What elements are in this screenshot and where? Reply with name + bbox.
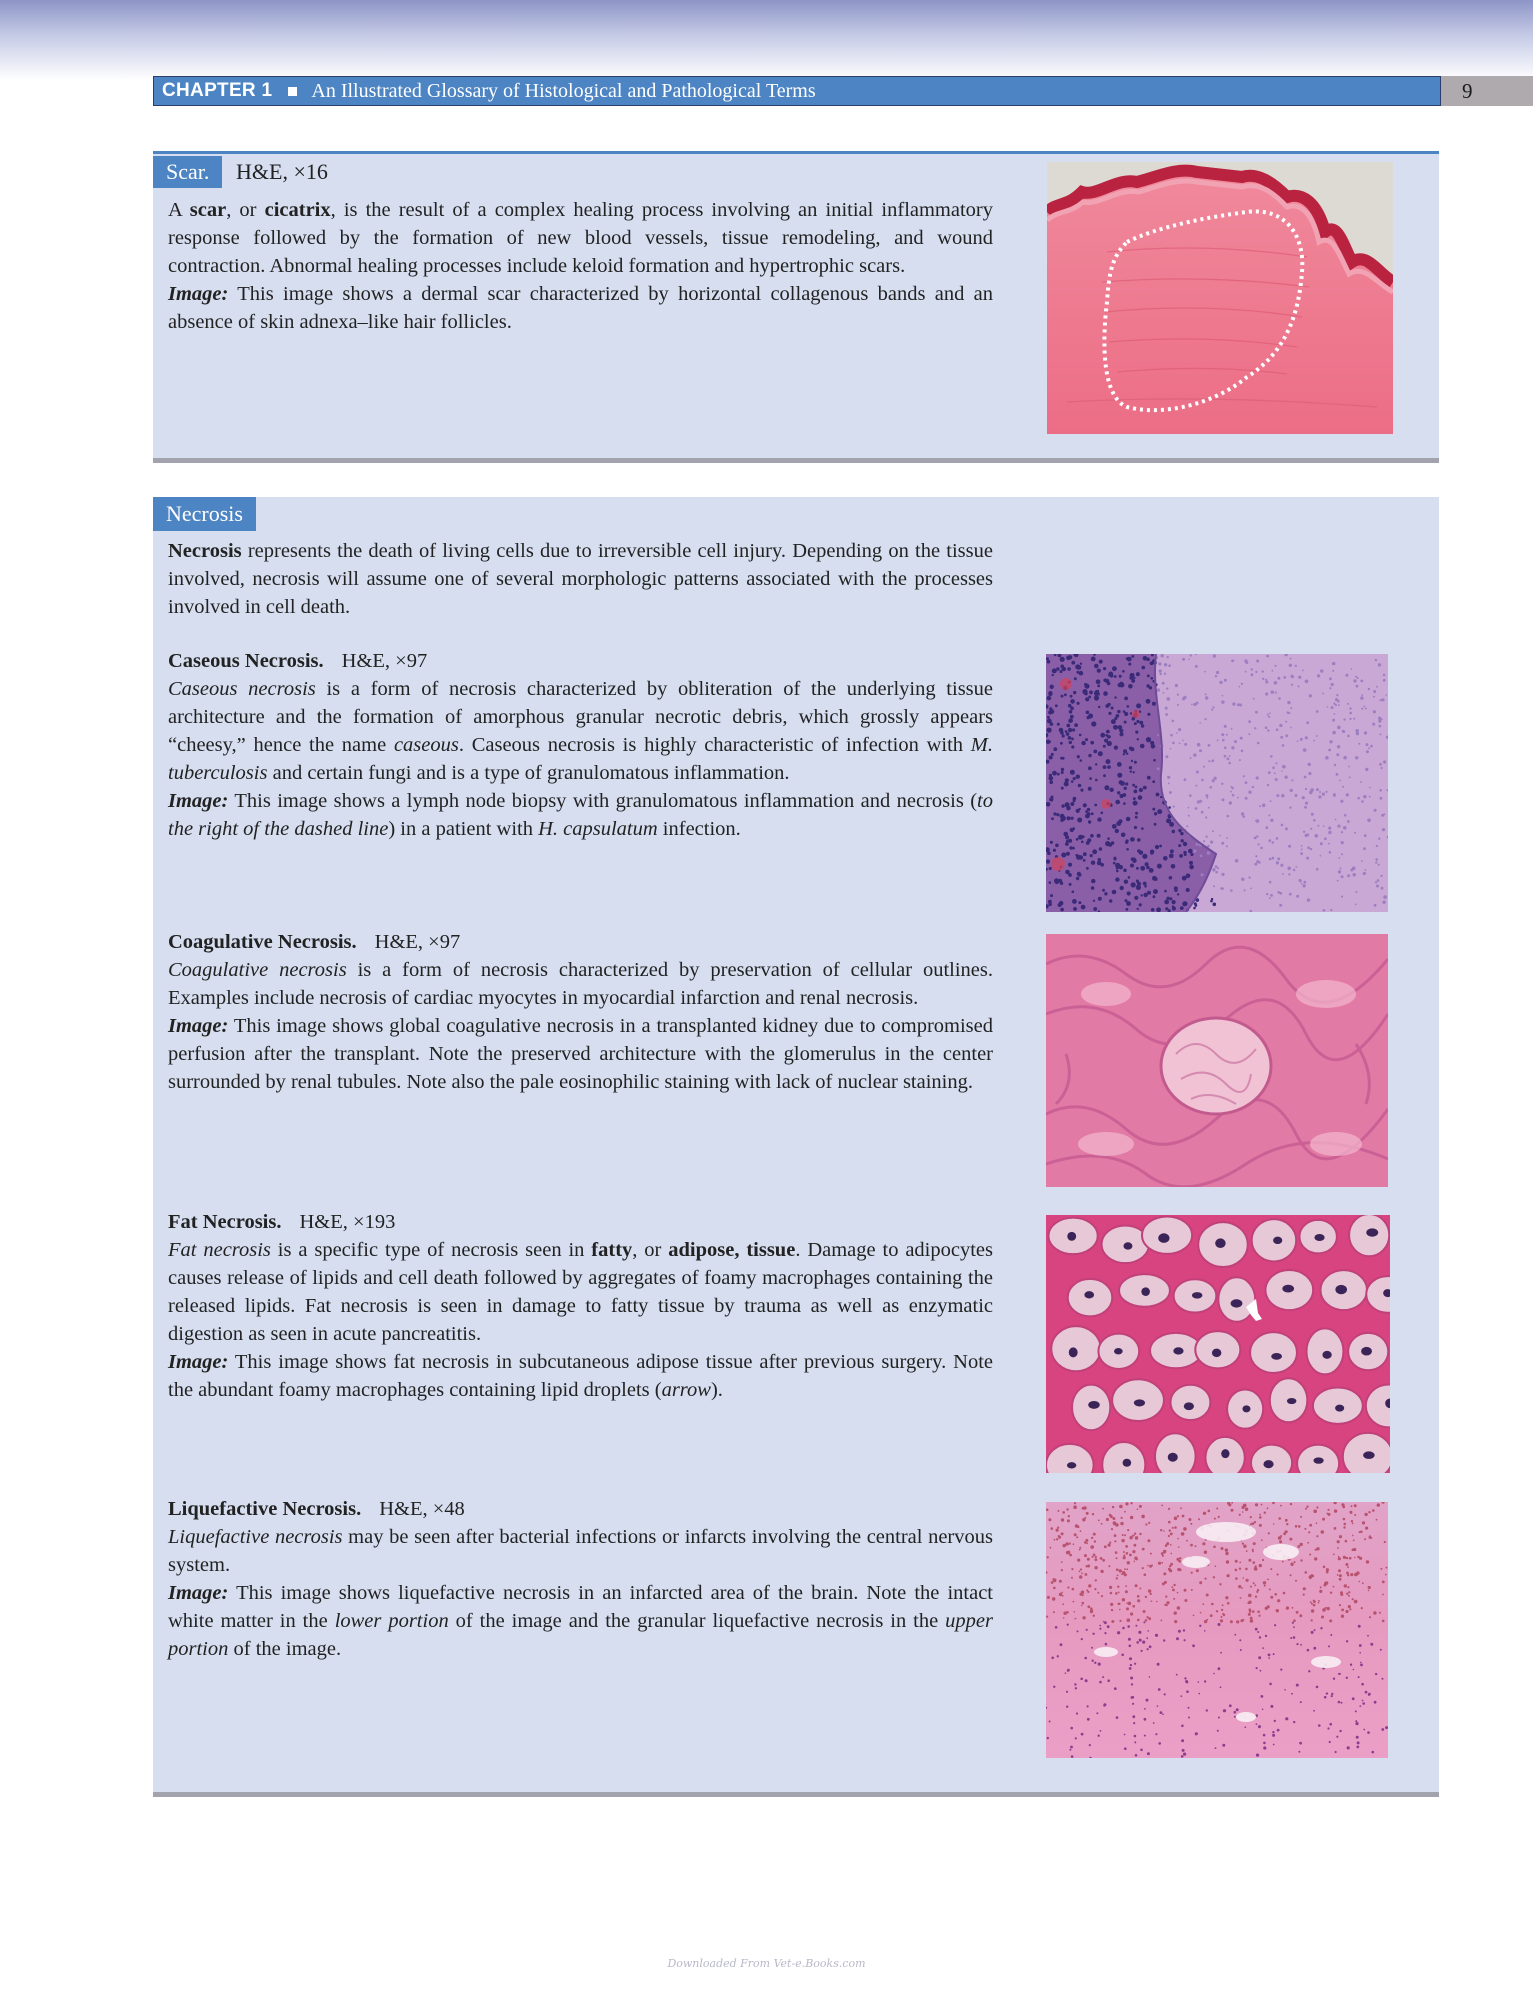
- fat-necrosis-section: [168, 1208, 993, 1404]
- chapter-title: An Illustrated Glossary of Histological and Pathological Terms: [311, 79, 816, 102]
- text-run-bold: fatty: [591, 1239, 633, 1261]
- text-run: , or: [632, 1239, 669, 1261]
- text-run-italic: to the right of the dashed line: [168, 790, 993, 840]
- text-run: and certain fungi and is a type of granulomatous inflammation.: [267, 762, 790, 784]
- caseous-definition: [168, 675, 993, 787]
- fat-definition: [168, 1236, 993, 1348]
- text-run: is a specific type of necrosis seen in: [270, 1239, 592, 1261]
- scar-text: [168, 196, 993, 336]
- top-gradient-band: [0, 0, 1533, 80]
- image-label: Image:: [168, 790, 229, 812]
- page-number: [1441, 76, 1533, 106]
- image-label: Image:: [168, 1351, 229, 1373]
- fat-image-caption: [168, 1348, 993, 1404]
- chapter-header-bar: [153, 76, 1441, 106]
- caseous-stain: H&E, ×97: [341, 650, 428, 672]
- term-coagulative-necrosis: Coagulative necrosis: [168, 959, 347, 981]
- fat-necrosis-micrograph: [1046, 1215, 1390, 1473]
- text-run: is a form of necrosis characterized by preservation of cellular outlines. Examples include necrosis of cardiac myocytes in myocardial infarction and renal necrosis.: [168, 959, 993, 1009]
- necrosis-tag: Necrosis: [153, 497, 256, 531]
- caseous-heading: Caseous Necrosis.: [168, 650, 324, 672]
- caseous-micrograph-svg: [1046, 654, 1388, 912]
- term-fat-necrosis: Fat necrosis: [168, 1239, 271, 1261]
- text-run: This image shows fat necrosis in subcutaneous adipose tissue after previous surgery. Note the abundant foamy macrophages containing lipid droplets (: [168, 1351, 993, 1401]
- text-run: is a form of necrosis characterized by obliteration of the underlying tissue architecture and the formation of amorphous granular necrotic debris, which grossly appears “cheesy,” hence the name: [168, 678, 994, 756]
- necrosis-intro-paragraph: [168, 537, 993, 621]
- coagulative-image-caption: [168, 1012, 993, 1096]
- text-run-italic: arrow: [661, 1379, 711, 1401]
- scar-micrograph: [1047, 162, 1393, 434]
- image-label: Image:: [168, 1582, 229, 1604]
- coagulative-stain: H&E, ×97: [374, 931, 461, 953]
- text-run-italic: caseous: [393, 734, 459, 756]
- text-run-italic: H. capsulatum: [538, 818, 658, 840]
- text-run: ) in a patient with: [388, 818, 539, 840]
- page-number-text: 9: [1462, 78, 1473, 103]
- coagulative-definition: [168, 956, 993, 1012]
- text-run: ).: [710, 1379, 723, 1401]
- coagulative-heading: Coagulative Necrosis.: [168, 931, 357, 953]
- coagulative-micrograph: [1046, 934, 1388, 1187]
- caseous-micrograph: [1046, 654, 1388, 912]
- term-cicatrix: cicatrix: [264, 199, 331, 221]
- text-run: of the image.: [228, 1638, 342, 1660]
- caseous-heading-line: [168, 647, 993, 675]
- text-run: represents the death of living cells due to irreversible cell injury. Depending on the tissue involved, necrosis will assume one of several morphologic patterns associated with the processes involved in cell death.: [168, 540, 993, 618]
- text-run: infection.: [657, 818, 741, 840]
- text-run: This image shows a dermal scar characterized by horizontal collagenous bands and an absence of skin adnexa–like hair follicles.: [168, 283, 993, 333]
- text-run: This image shows global coagulative necrosis in a transplanted kidney due to compromised perfusion after the transplant. Note the preserved architecture with the glomerulus in the center surrounded by renal tubules. Note also the pale eosinophilic staining with lack of nuclear staining.: [168, 1015, 993, 1093]
- term-necrosis: Necrosis: [168, 540, 242, 562]
- liquefactive-stain: H&E, ×48: [379, 1498, 465, 1520]
- liquefactive-micrograph: [1046, 1502, 1388, 1758]
- text-run: This image shows liquefactive necrosis in an infarcted area of the brain. Note the intact white matter in the: [168, 1582, 993, 1632]
- text-run: A: [168, 199, 190, 221]
- square-bullet-icon: [288, 87, 297, 96]
- chapter-label: CHAPTER 1: [162, 80, 273, 101]
- text-run-italic: lower portion: [334, 1610, 449, 1632]
- caseous-necrosis-section: [168, 647, 993, 843]
- liquefactive-image-caption: [168, 1579, 993, 1663]
- text-run: . Damage to adipocytes causes release of lipids and cell death followed by aggregates of foamy macrophages containing the released lipids. Fat necrosis is seen in damage to fatty tissue by trauma as well as enzymatic digestion as seen in acute pancreatitis.: [168, 1239, 993, 1345]
- fat-heading: Fat Necrosis.: [168, 1211, 282, 1233]
- coagulative-necrosis-section: [168, 928, 993, 1096]
- image-label: Image:: [168, 283, 229, 305]
- text-run: , is the result of a complex healing process involving an initial inflammatory response followed by the formation of new blood vessels, tissue remodeling, and wound contraction. Abnormal healing processes include keloid formation and hypertrophic scars.: [168, 199, 993, 277]
- term-caseous-necrosis: Caseous necrosis: [168, 678, 316, 700]
- fat-heading-line: [168, 1208, 993, 1236]
- text-run: . Caseous necrosis is highly characteristic of infection with: [458, 734, 971, 756]
- caseous-image-caption: [168, 787, 993, 843]
- text-run: may be seen after bacterial infections or infarcts involving the central nervous system.: [168, 1526, 993, 1576]
- text-run: of the image and the granular liquefactive necrosis in the: [448, 1610, 946, 1632]
- liquefactive-necrosis-section: [168, 1495, 993, 1663]
- liquefactive-heading: Liquefactive Necrosis.: [168, 1498, 362, 1520]
- term-liquefactive-necrosis: Liquefactive necrosis: [168, 1526, 343, 1548]
- scar-panel: [153, 151, 1439, 463]
- download-credit: Downloaded From Vet-e.Books.com: [667, 1957, 866, 1970]
- necrosis-panel: [153, 497, 1439, 1797]
- text-run-italic: M. tuberculosis: [168, 734, 993, 784]
- necrosis-intro: [168, 537, 993, 621]
- scar-definition: [168, 196, 993, 280]
- liquefactive-definition: [168, 1523, 993, 1579]
- text-run: , or: [226, 199, 265, 221]
- scar-stain: H&E, ×16: [236, 159, 328, 184]
- term-scar: scar: [189, 199, 227, 221]
- scar-tag: Scar.: [153, 156, 222, 188]
- fat-stain: H&E, ×193: [299, 1211, 396, 1233]
- text-run-bold: adipose, tissue: [668, 1239, 796, 1261]
- text-run: This image shows a lymph node biopsy with granulomatous inflammation and necrosis (: [228, 790, 978, 812]
- text-run-italic: upper portion: [168, 1610, 993, 1660]
- image-label: Image:: [168, 1015, 229, 1037]
- scar-image-caption: [168, 280, 993, 336]
- liquefactive-heading-line: [168, 1495, 993, 1523]
- coagulative-heading-line: [168, 928, 993, 956]
